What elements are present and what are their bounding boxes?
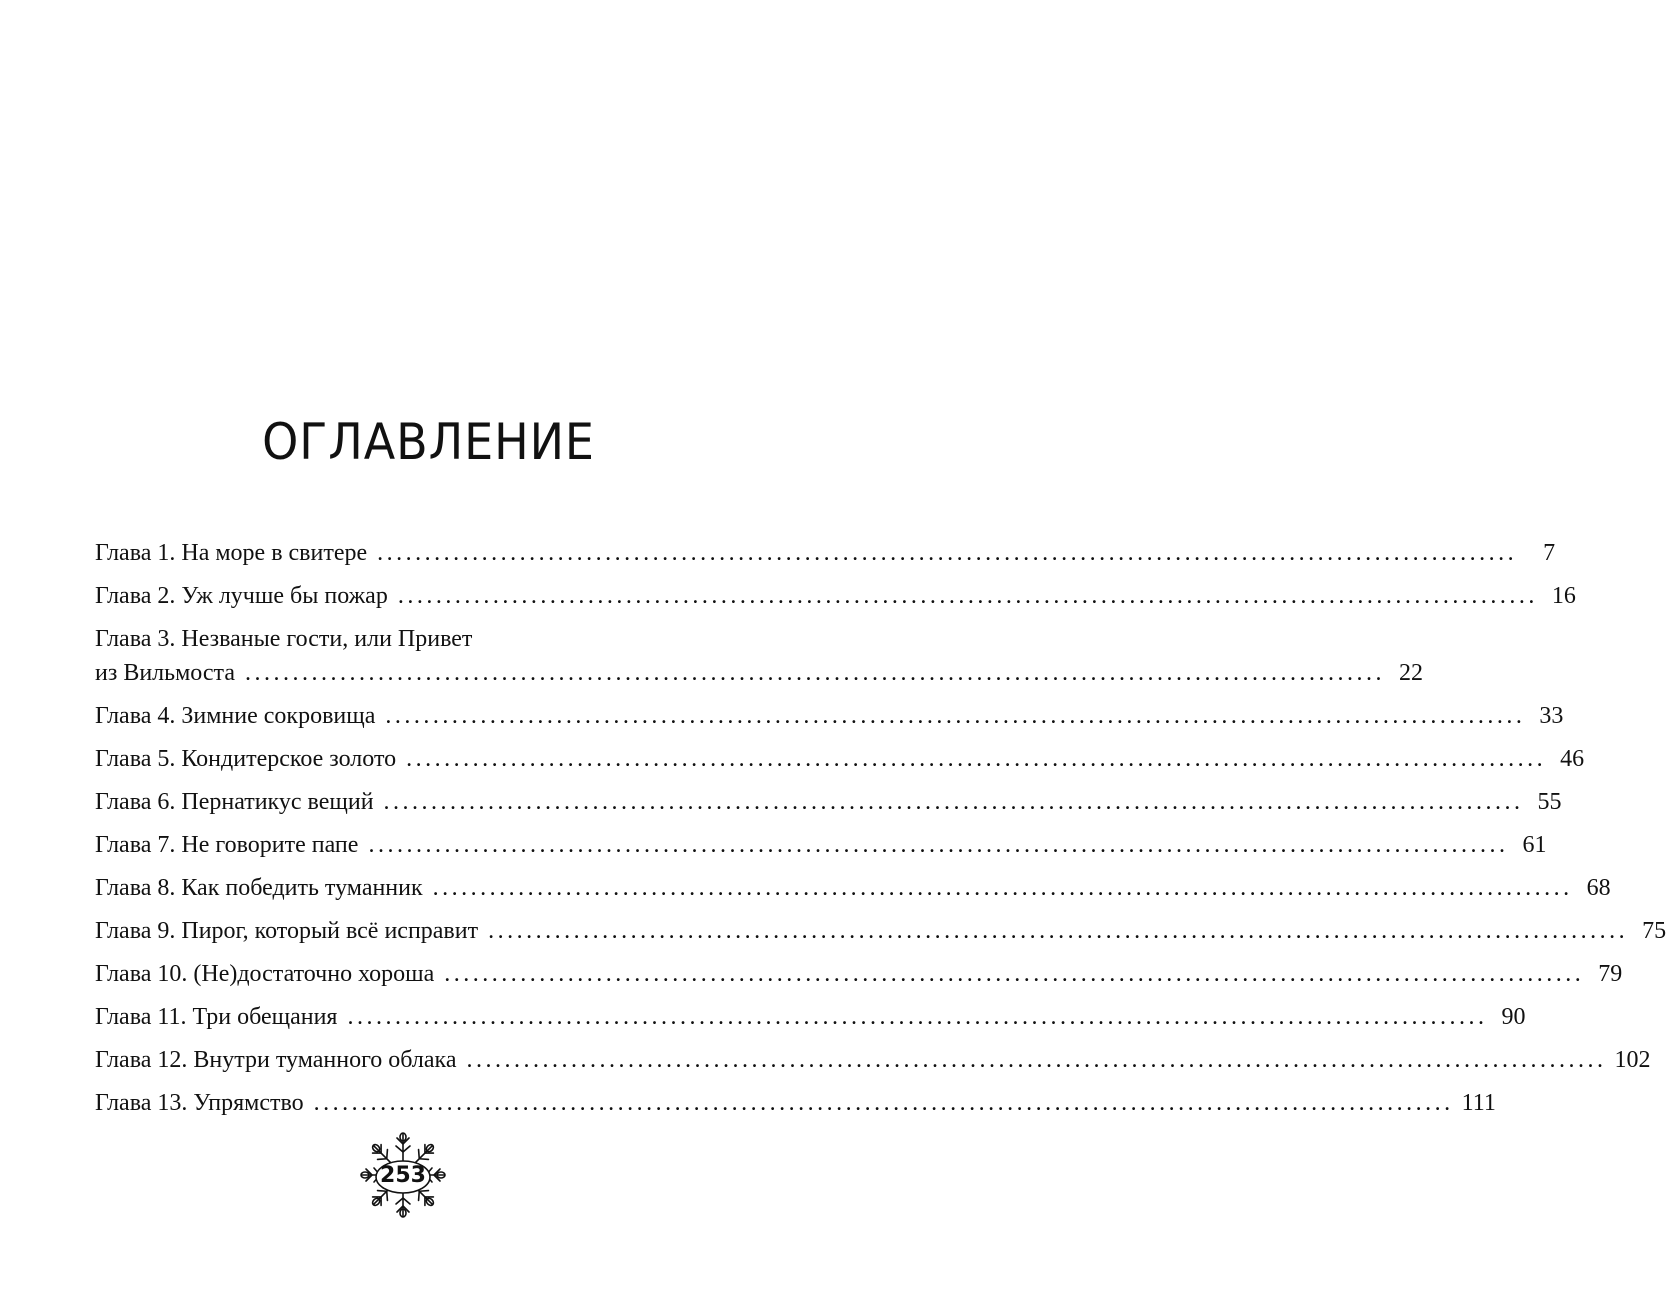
dot-leader: ........................................................................................................................ xyxy=(444,961,1585,987)
toc-entry-page: 79 xyxy=(1598,961,1623,987)
toc-entry-label: Глава 8. Как победить туманник xyxy=(95,875,423,901)
toc-entry-page: 111 xyxy=(1461,1090,1496,1116)
toc-entry-10 xyxy=(95,957,1623,991)
dot-leader: ........................................................................................................................ xyxy=(368,832,1509,858)
toc-entry-label: Глава 10. (Не)достаточно хороша xyxy=(95,961,435,987)
toc-entry-label: Глава 9. Пирог, который всё исправит xyxy=(95,918,479,944)
dot-leader: ........................................................................................................................ xyxy=(466,1047,1607,1073)
table-of-contents xyxy=(95,536,1666,1129)
toc-entry-page: 90 xyxy=(1501,1004,1526,1030)
toc-entry-label: Глава 1. На море в свитере xyxy=(95,540,368,566)
toc-entry-11 xyxy=(95,1000,1526,1034)
dot-leader: ........................................................................................................................ xyxy=(432,875,1573,901)
dot-leader: ........................................................................................................................ xyxy=(406,746,1547,772)
toc-entry-label: из Вильмоста xyxy=(95,660,235,686)
toc-entry-label: Глава 11. Три обещания xyxy=(95,1004,338,1030)
dot-leader: ........................................................................................................................ xyxy=(383,789,1524,815)
toc-entry-9 xyxy=(95,914,1666,948)
toc-entry-7 xyxy=(95,828,1547,862)
toc-entry-4 xyxy=(95,699,1564,733)
toc-entry-page: 102 xyxy=(1614,1047,1651,1073)
dot-leader: ........................................................................................................................ xyxy=(397,583,1538,609)
dot-leader: ........................................................................................................................ xyxy=(385,703,1526,729)
dot-leader: ........................................................................................................................ xyxy=(377,540,1518,566)
toc-entry-label: Глава 2. Уж лучше бы пожар xyxy=(95,583,388,609)
dot-leader: ........................................................................................................................ xyxy=(313,1090,1454,1116)
page-number: 253 xyxy=(380,1163,426,1188)
toc-entry-label: Глава 7. Не говорите папе xyxy=(95,832,359,858)
toc-entry-3 xyxy=(95,622,1423,690)
toc-entry-12 xyxy=(95,1043,1651,1077)
toc-entry-label: Глава 4. Зимние сокровища xyxy=(95,703,376,729)
toc-entry-8 xyxy=(95,871,1611,905)
toc-entry-page: 75 xyxy=(1642,918,1666,944)
toc-entry-page: 61 xyxy=(1522,832,1547,858)
toc-entry-page: 33 xyxy=(1539,703,1564,729)
toc-entry-label: Глава 13. Упрямство xyxy=(95,1090,304,1116)
toc-entry-page: 16 xyxy=(1551,583,1576,609)
dot-leader: ........................................................................................................................ xyxy=(488,918,1629,944)
toc-entry-2 xyxy=(95,579,1576,613)
toc-entry-label-line1: Глава 3. Незваные гости, или Привет xyxy=(95,626,473,652)
dot-leader: ........................................................................................................................ xyxy=(347,1004,1488,1030)
toc-entry-page: 7 xyxy=(1543,540,1556,566)
toc-entry-page: 22 xyxy=(1398,660,1423,686)
toc-entry-1 xyxy=(95,536,1556,570)
toc-entry-label: Глава 5. Кондитерское золото xyxy=(95,746,397,772)
toc-entry-label: Глава 6. Пернатикус вещий xyxy=(95,789,374,815)
toc-entry-13 xyxy=(95,1086,1496,1120)
toc-entry-label: Глава 12. Внутри туманного облака xyxy=(95,1047,457,1073)
page-folio xyxy=(358,1130,448,1220)
dot-leader: ........................................................................................................................ xyxy=(244,660,1385,686)
toc-entry-6 xyxy=(95,785,1562,819)
toc-entry-page: 46 xyxy=(1560,746,1585,772)
toc-entry-page: 55 xyxy=(1537,789,1562,815)
toc-entry-5 xyxy=(95,742,1585,776)
toc-heading: ОГЛАВЛЕНИЕ xyxy=(262,413,595,471)
toc-entry-page: 68 xyxy=(1586,875,1611,901)
